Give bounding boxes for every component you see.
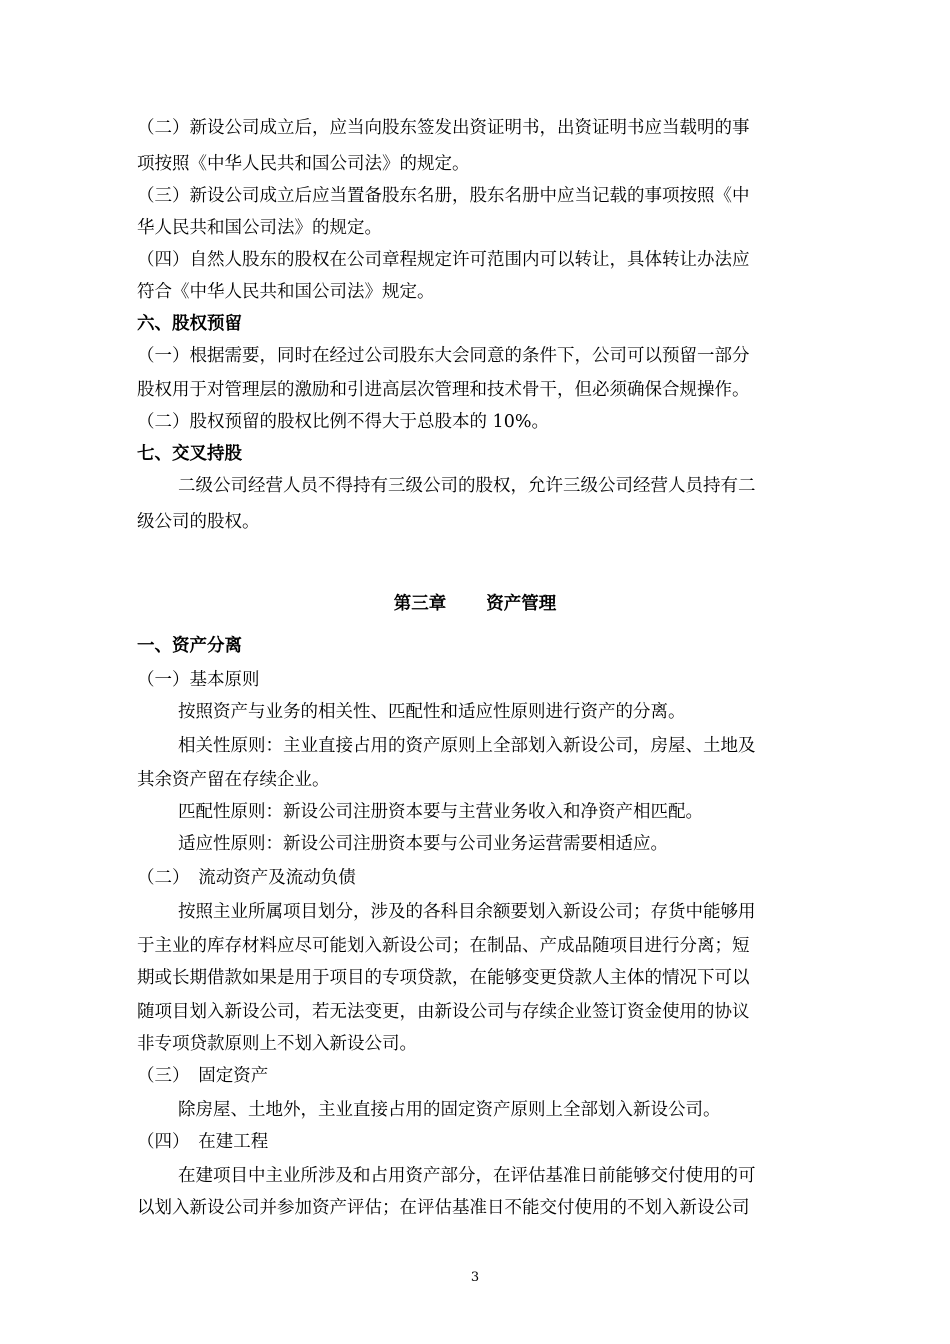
paragraph-line: （三）新设公司成立后应当置备股东名册，股东名册中应当记载的事项按照《中 <box>137 186 750 206</box>
chapter-name: 资产管理 <box>486 594 557 614</box>
paragraph-line: 期或长期借款如果是用于项目的专项贷款，在能够变更贷款人主体的情况下可以 <box>137 968 750 988</box>
paragraph-line: （二）新设公司成立后，应当向股东签发出资证明书，出资证明书应当载明的事 <box>137 118 750 138</box>
section-heading: 一、资产分离 <box>137 636 242 656</box>
paragraph-line: 非专项贷款原则上不划入新设公司。 <box>137 1034 417 1054</box>
paragraph-line: 股权用于对管理层的激励和引进高层次管理和技术骨干，但必须确保合规操作。 <box>137 380 750 400</box>
paragraph-line: 除房屋、土地外，主业直接占用的固定资产原则上全部划入新设公司。 <box>178 1100 721 1120</box>
section-heading: 七、交叉持股 <box>137 444 242 464</box>
subsection-heading: （二） 流动资产及流动负债 <box>137 868 356 888</box>
paragraph-line: 按照资产与业务的相关性、匹配性和适应性原则进行资产的分离。 <box>178 702 686 722</box>
paragraph-line: 适应性原则：新设公司注册资本要与公司业务运营需要相适应。 <box>178 834 668 854</box>
paragraph-line: 符合《中华人民共和国公司法》规定。 <box>137 282 435 302</box>
subsection-heading: （一）基本原则 <box>137 670 260 690</box>
paragraph-line: 匹配性原则：新设公司注册资本要与主营业务收入和净资产相匹配。 <box>178 802 703 822</box>
paragraph-line: 项按照《中华人民共和国公司法》的规定。 <box>137 154 470 174</box>
chapter-title <box>0 586 950 622</box>
paragraph-line: 于主业的库存材料应尽可能划入新设公司；在制品、产成品随项目进行分离；短 <box>137 936 750 956</box>
paragraph-line: 其余资产留在存续企业。 <box>137 770 330 790</box>
paragraph-line: 华人民共和国公司法》的规定。 <box>137 218 382 238</box>
paragraph-line: 以划入新设公司并参加资产评估；在评估基准日不能交付使用的不划入新设公司 <box>137 1198 750 1218</box>
paragraph-line: 在建项目中主业所涉及和占用资产部分，在评估基准日前能够交付使用的可 <box>178 1166 756 1186</box>
paragraph-line: 二级公司经营人员不得持有三级公司的股权，允许三级公司经营人员持有二 <box>178 476 756 496</box>
paragraph-line: 相关性原则：主业直接占用的资产原则上全部划入新设公司，房屋、土地及 <box>178 736 756 756</box>
paragraph-line: （四）自然人股东的股权在公司章程规定许可范围内可以转让，具体转让办法应 <box>137 250 750 270</box>
chapter-number: 第三章 <box>393 594 447 614</box>
subsection-heading: （三） 固定资产 <box>137 1066 269 1086</box>
paragraph-line: 按照主业所属项目划分，涉及的各科目余额要划入新设公司；存货中能够用 <box>178 902 756 922</box>
paragraph-line: （一）根据需要，同时在经过公司股东大会同意的条件下，公司可以预留一部分 <box>137 346 750 366</box>
page-number: 3 <box>470 1270 480 1285</box>
paragraph-line: 级公司的股权。 <box>137 512 260 532</box>
paragraph-line: （二）股权预留的股权比例不得大于总股本的 10%。 <box>137 412 549 432</box>
section-heading: 六、股权预留 <box>137 314 242 334</box>
paragraph-line: 随项目划入新设公司，若无法变更，由新设公司与存续企业签订资金使用的协议 <box>137 1002 750 1022</box>
subsection-heading: （四） 在建工程 <box>137 1132 269 1152</box>
